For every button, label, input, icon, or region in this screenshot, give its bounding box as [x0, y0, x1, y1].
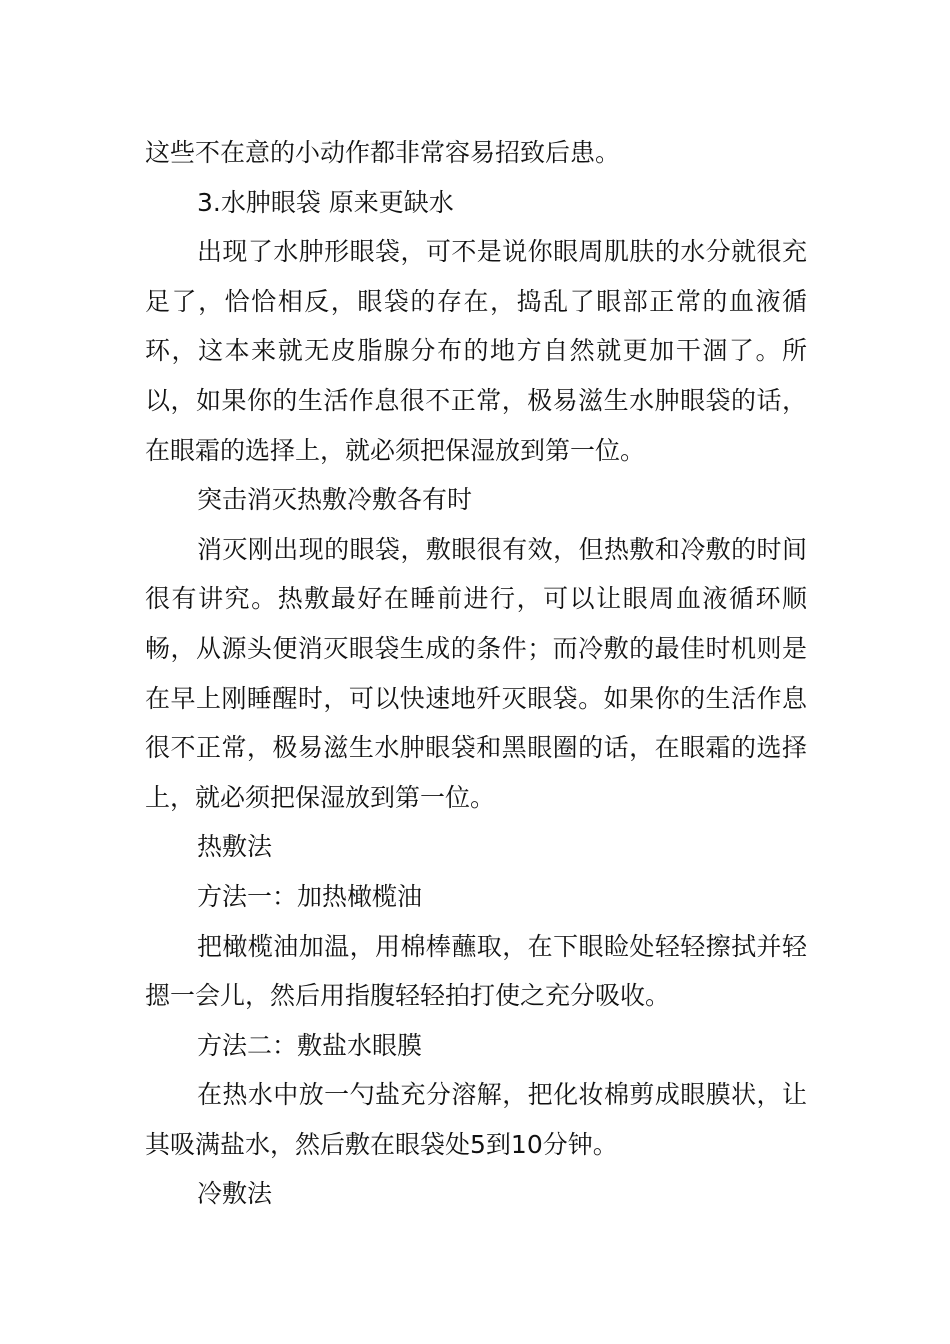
- subheading-cold-compress: 冷敷法: [197, 1179, 273, 1209]
- paragraph-intro-tail: 这些不在意的小动作都非常容易招致后患。: [145, 138, 621, 167]
- method-one-heading: 方法一：加热橄榄油: [197, 881, 423, 911]
- paragraph-edema-explanation: 出现了水肿形眼袋，可不是说你眼周肌肤的水分就很充足了，恰恰相反，眼袋的存在，捣乱了眼部正常的血液循环，这本来就无皮脂腺分布的地方自然就更加干涸了。所以，如果你的生活作息很不正常，极易滋生水肿眼袋的话，在眼霜的选择上，就必须把保湿放到第一位。: [145, 237, 807, 465]
- section-heading-edema-eyebags: 3.水肿眼袋 原来更缺水: [197, 187, 454, 217]
- document-body: [145, 128, 807, 1219]
- paragraph-compress-timing: 消灭刚出现的眼袋，敷眼很有效，但热敷和冷敷的时间很有讲究。热敷最好在睡前进行，可以让眼周血液循环顺畅，从源头便消灭眼袋生成的条件；而冷敷的最佳时机则是在早上刚睡醒时，可以快速地歼灭眼袋。如果你的生活作息很不正常，极易滋生水肿眼袋和黑眼圈的话，在眼霜的选择上，就必须把保湿放到第一位。: [145, 534, 807, 812]
- method-two-body: 在热水中放一勺盐充分溶解，把化妆棉剪成眼膜状，让其吸满盐水，然后敷在眼袋处5到10分钟。: [145, 1080, 807, 1159]
- subheading-hot-compress: 热敷法: [197, 832, 273, 862]
- subheading-hot-cold-compress: 突击消灭热敷冷敷各有时: [197, 485, 473, 515]
- method-one-body: 把橄榄油加温，用棉棒蘸取，在下眼睑处轻轻擦拭并轻摁一会儿，然后用指腹轻轻拍打使之充分吸收。: [145, 931, 807, 1011]
- method-two-heading: 方法二：敷盐水眼膜: [197, 1030, 423, 1060]
